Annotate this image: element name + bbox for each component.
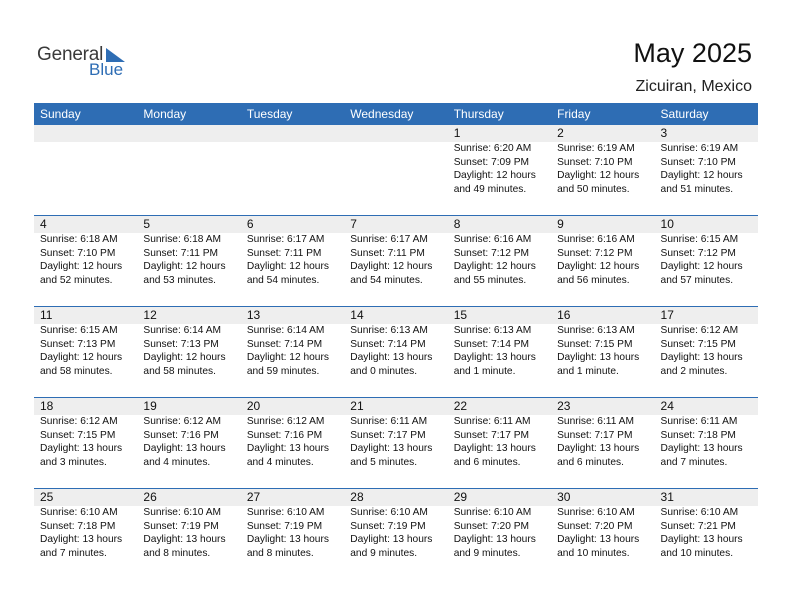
- day-sunrise: Sunrise: 6:10 AM: [557, 507, 635, 518]
- day-sunrise: Sunrise: 6:15 AM: [660, 234, 739, 245]
- day-cell: [137, 233, 240, 287]
- day-cell: [448, 324, 551, 378]
- day-sunrise: Sunrise: 6:10 AM: [40, 507, 118, 518]
- day-sunrise: Sunrise: 6:13 AM: [557, 325, 635, 336]
- day-daylight2: and 50 minutes.: [557, 183, 630, 195]
- day-sunrise: Sunrise: 6:10 AM: [143, 507, 222, 518]
- day-daylight2: and 1 minute.: [453, 365, 516, 377]
- day-number-row: [34, 307, 758, 324]
- day-sunrise: Sunrise: 6:12 AM: [143, 416, 222, 427]
- day-sunset: Sunset: 7:17 PM: [557, 429, 633, 441]
- day-number: 31: [660, 490, 674, 504]
- day-number: 22: [453, 399, 468, 413]
- day-daylight1: Daylight: 13 hours: [40, 534, 123, 545]
- day-sunrise: Sunrise: 6:11 AM: [557, 416, 634, 427]
- day-daylight2: and 2 minutes.: [660, 365, 728, 377]
- day-cell: [137, 142, 240, 196]
- page-title: May 2025: [633, 38, 752, 68]
- day-cell: [344, 233, 447, 287]
- day-sunset: Sunset: 7:15 PM: [557, 338, 633, 350]
- day-number: 30: [557, 490, 571, 504]
- day-sunset: Sunset: 7:18 PM: [40, 520, 116, 532]
- day-daylight2: and 1 minute.: [557, 365, 619, 377]
- day-daylight1: Daylight: 12 hours: [40, 352, 123, 363]
- day-daylight2: and 54 minutes.: [246, 274, 320, 286]
- day-cell: [655, 233, 758, 287]
- calendar: [34, 103, 758, 579]
- day-daylight2: and 56 minutes.: [557, 274, 630, 286]
- day-number-row: [34, 489, 758, 506]
- day-number: 2: [557, 126, 564, 140]
- day-sunset: Sunset: 7:14 PM: [350, 338, 426, 350]
- day-daylight2: and 53 minutes.: [143, 274, 216, 286]
- day-sunset: Sunset: 7:19 PM: [350, 520, 426, 532]
- day-daylight2: and 49 minutes.: [453, 183, 527, 195]
- day-number: [344, 125, 447, 142]
- day-cell: [448, 233, 551, 287]
- day-daylight2: and 9 minutes.: [453, 547, 521, 559]
- day-sunrise: Sunrise: 6:11 AM: [660, 416, 738, 427]
- day-sunrise: Sunrise: 6:15 AM: [40, 325, 118, 336]
- day-daylight2: and 10 minutes.: [660, 547, 734, 559]
- day-sunset: Sunset: 7:11 PM: [143, 247, 218, 259]
- day-number: 6: [246, 217, 254, 231]
- day-daylight1: Daylight: 12 hours: [143, 261, 226, 272]
- day-cell: [241, 233, 344, 287]
- day-sunrise: Sunrise: 6:10 AM: [660, 507, 739, 518]
- day-info-row: [34, 233, 758, 287]
- day-sunrise: Sunrise: 6:13 AM: [350, 325, 428, 336]
- day-number: 29: [453, 490, 468, 504]
- day-sunrise: Sunrise: 6:16 AM: [557, 234, 635, 245]
- day-info-row: [34, 506, 758, 560]
- day-daylight1: Daylight: 13 hours: [350, 352, 433, 363]
- day-cell: [344, 415, 447, 469]
- day-number: 24: [660, 399, 674, 413]
- day-number: [241, 125, 344, 142]
- day-sunset: Sunset: 7:12 PM: [453, 247, 530, 259]
- day-daylight2: and 54 minutes.: [350, 274, 423, 286]
- day-info-row: [34, 324, 758, 378]
- day-daylight1: Daylight: 12 hours: [660, 170, 743, 181]
- day-number: 17: [660, 308, 674, 322]
- weekday-friday: Friday: [557, 107, 591, 121]
- day-number: 5: [143, 217, 151, 231]
- day-number: 3: [660, 126, 668, 140]
- day-daylight1: Daylight: 13 hours: [246, 534, 329, 545]
- day-sunset: Sunset: 7:13 PM: [143, 338, 219, 350]
- calendar-week: [34, 306, 758, 397]
- day-cell: [655, 415, 758, 469]
- day-sunset: Sunset: 7:11 PM: [246, 247, 322, 259]
- day-number: 21: [350, 399, 364, 413]
- day-number: 28: [350, 490, 364, 504]
- day-number: 14: [350, 308, 364, 322]
- day-cell: [448, 415, 551, 469]
- day-cell: [34, 233, 137, 287]
- weekday-wednesday: Wednesday: [350, 107, 414, 121]
- day-sunset: Sunset: 7:13 PM: [40, 338, 116, 350]
- day-daylight1: Daylight: 13 hours: [660, 534, 743, 545]
- day-cell: [34, 142, 137, 196]
- weekday-tuesday: Tuesday: [246, 107, 293, 121]
- day-daylight2: and 6 minutes.: [557, 456, 624, 468]
- day-sunrise: Sunrise: 6:14 AM: [143, 325, 222, 336]
- day-sunrise: Sunrise: 6:18 AM: [40, 234, 118, 245]
- day-daylight2: and 6 minutes.: [453, 456, 521, 468]
- day-number: 13: [246, 308, 261, 322]
- day-sunrise: Sunrise: 6:18 AM: [143, 234, 222, 245]
- day-sunrise: Sunrise: 6:12 AM: [660, 325, 739, 336]
- day-sunrise: Sunrise: 6:10 AM: [246, 507, 325, 518]
- day-daylight1: Daylight: 13 hours: [660, 352, 743, 363]
- day-daylight2: and 10 minutes.: [557, 547, 630, 559]
- calendar-week: [34, 488, 758, 579]
- day-cell: [34, 415, 137, 469]
- day-sunset: Sunset: 7:21 PM: [660, 520, 736, 532]
- day-number: 16: [557, 308, 571, 322]
- day-sunrise: Sunrise: 6:10 AM: [453, 507, 532, 518]
- logo-general-text: General: [37, 44, 104, 65]
- day-number: 19: [143, 399, 157, 413]
- logo: [37, 44, 137, 80]
- day-daylight2: and 8 minutes.: [246, 547, 314, 559]
- day-cell: [34, 506, 137, 560]
- location-subtitle: Zicuiran, Mexico: [635, 78, 752, 95]
- day-sunset: Sunset: 7:14 PM: [453, 338, 530, 350]
- day-sunset: Sunset: 7:10 PM: [40, 247, 116, 259]
- day-number-row: [34, 125, 758, 142]
- day-sunrise: Sunrise: 6:13 AM: [453, 325, 532, 336]
- day-daylight2: and 7 minutes.: [660, 456, 728, 468]
- calendar-week: [34, 215, 758, 306]
- day-sunset: Sunset: 7:15 PM: [40, 429, 116, 441]
- day-number: [137, 125, 240, 142]
- day-daylight1: Daylight: 13 hours: [143, 534, 226, 545]
- day-daylight1: Daylight: 12 hours: [453, 170, 536, 181]
- day-daylight1: Daylight: 12 hours: [557, 261, 640, 272]
- day-cell: [551, 233, 654, 287]
- day-cell: [551, 506, 654, 560]
- day-daylight2: and 7 minutes.: [40, 547, 107, 559]
- day-number: 1: [453, 126, 461, 140]
- day-cell: [655, 324, 758, 378]
- day-sunrise: Sunrise: 6:19 AM: [557, 143, 635, 154]
- day-cell: [344, 142, 447, 196]
- day-number: 25: [40, 490, 54, 504]
- day-daylight1: Daylight: 13 hours: [40, 443, 123, 454]
- day-sunset: Sunset: 7:20 PM: [453, 520, 530, 532]
- day-daylight2: and 58 minutes.: [143, 365, 216, 377]
- day-sunrise: Sunrise: 6:20 AM: [453, 143, 532, 154]
- day-daylight2: and 52 minutes.: [40, 274, 113, 286]
- calendar-week: [34, 125, 758, 215]
- day-sunrise: Sunrise: 6:14 AM: [246, 325, 325, 336]
- day-cell: [241, 324, 344, 378]
- day-daylight1: Daylight: 13 hours: [453, 443, 536, 454]
- day-daylight2: and 5 minutes.: [350, 456, 418, 468]
- day-sunset: Sunset: 7:12 PM: [660, 247, 736, 259]
- day-daylight2: and 0 minutes.: [350, 365, 418, 377]
- day-sunset: Sunset: 7:12 PM: [557, 247, 633, 259]
- weekday-saturday: Saturday: [660, 107, 709, 121]
- day-daylight2: and 58 minutes.: [40, 365, 113, 377]
- day-daylight1: Daylight: 12 hours: [40, 261, 123, 272]
- day-daylight1: Daylight: 13 hours: [557, 443, 640, 454]
- day-sunset: Sunset: 7:11 PM: [350, 247, 425, 259]
- day-daylight1: Daylight: 13 hours: [453, 352, 536, 363]
- day-cell: [241, 415, 344, 469]
- weekday-sunday: Sunday: [40, 107, 81, 121]
- day-info-row: [34, 415, 758, 469]
- day-number: 9: [557, 217, 564, 231]
- day-sunrise: Sunrise: 6:19 AM: [660, 143, 739, 154]
- day-sunrise: Sunrise: 6:17 AM: [246, 234, 325, 245]
- day-number-row: [34, 398, 758, 415]
- logo-blue-text: Blue: [89, 60, 124, 79]
- day-number: 8: [453, 217, 461, 231]
- day-daylight1: Daylight: 12 hours: [660, 261, 743, 272]
- day-daylight1: Daylight: 13 hours: [143, 443, 226, 454]
- day-sunset: Sunset: 7:10 PM: [557, 156, 633, 168]
- day-daylight2: and 8 minutes.: [143, 547, 211, 559]
- day-sunset: Sunset: 7:19 PM: [143, 520, 219, 532]
- day-daylight1: Daylight: 13 hours: [350, 534, 433, 545]
- day-sunrise: Sunrise: 6:10 AM: [350, 507, 428, 518]
- day-daylight1: Daylight: 13 hours: [660, 443, 743, 454]
- day-daylight2: and 4 minutes.: [143, 456, 211, 468]
- day-cell: [655, 506, 758, 560]
- day-daylight1: Daylight: 13 hours: [246, 443, 329, 454]
- day-cell: [241, 142, 344, 196]
- day-number: 15: [453, 308, 468, 322]
- day-sunrise: Sunrise: 6:11 AM: [350, 416, 428, 427]
- day-sunset: Sunset: 7:18 PM: [660, 429, 736, 441]
- day-cell: [551, 324, 654, 378]
- day-number-row: [34, 216, 758, 233]
- day-cell: [137, 324, 240, 378]
- day-daylight2: and 9 minutes.: [350, 547, 418, 559]
- weekday-thursday: Thursday: [453, 107, 504, 121]
- weekday-monday: Monday: [143, 107, 187, 121]
- day-number: 12: [143, 308, 157, 322]
- day-daylight1: Daylight: 13 hours: [350, 443, 433, 454]
- day-sunset: Sunset: 7:10 PM: [660, 156, 736, 168]
- day-number: 27: [246, 490, 261, 504]
- day-sunset: Sunset: 7:19 PM: [246, 520, 323, 532]
- day-sunset: Sunset: 7:16 PM: [143, 429, 219, 441]
- day-number: 10: [660, 217, 674, 231]
- calendar-weeks: [34, 125, 758, 579]
- day-number: 18: [40, 399, 54, 413]
- day-daylight1: Daylight: 12 hours: [246, 261, 329, 272]
- day-sunset: Sunset: 7:14 PM: [246, 338, 323, 350]
- calendar-week: [34, 397, 758, 488]
- day-sunset: Sunset: 7:09 PM: [453, 156, 530, 168]
- day-number: 7: [350, 217, 357, 231]
- day-cell: [241, 506, 344, 560]
- day-number: 4: [40, 217, 47, 231]
- day-number: 20: [246, 399, 261, 413]
- day-daylight1: Daylight: 13 hours: [557, 534, 640, 545]
- day-daylight1: Daylight: 12 hours: [350, 261, 433, 272]
- day-daylight1: Daylight: 12 hours: [246, 352, 329, 363]
- day-cell: [448, 506, 551, 560]
- day-daylight2: and 57 minutes.: [660, 274, 734, 286]
- day-daylight1: Daylight: 12 hours: [143, 352, 226, 363]
- day-number: 23: [557, 399, 571, 413]
- day-sunset: Sunset: 7:17 PM: [350, 429, 426, 441]
- day-daylight1: Daylight: 12 hours: [453, 261, 536, 272]
- day-cell: [344, 506, 447, 560]
- day-sunset: Sunset: 7:16 PM: [246, 429, 323, 441]
- day-number: 11: [40, 308, 53, 322]
- day-cell: [551, 415, 654, 469]
- day-daylight1: Daylight: 13 hours: [557, 352, 640, 363]
- day-sunrise: Sunrise: 6:17 AM: [350, 234, 428, 245]
- day-daylight2: and 59 minutes.: [246, 365, 320, 377]
- day-sunrise: Sunrise: 6:12 AM: [40, 416, 118, 427]
- day-cell: [137, 415, 240, 469]
- day-daylight1: Daylight: 12 hours: [557, 170, 640, 181]
- day-sunrise: Sunrise: 6:12 AM: [246, 416, 325, 427]
- day-daylight2: and 55 minutes.: [453, 274, 527, 286]
- day-number: [34, 125, 137, 142]
- day-cell: [551, 142, 654, 196]
- day-cell: [344, 324, 447, 378]
- day-daylight2: and 4 minutes.: [246, 456, 314, 468]
- day-daylight1: Daylight: 13 hours: [453, 534, 536, 545]
- day-cell: [655, 142, 758, 196]
- day-info-row: [34, 142, 758, 196]
- day-sunset: Sunset: 7:15 PM: [660, 338, 736, 350]
- day-cell: [137, 506, 240, 560]
- day-cell: [34, 324, 137, 378]
- day-cell: [448, 142, 551, 196]
- day-sunset: Sunset: 7:17 PM: [453, 429, 530, 441]
- weekday-header: [34, 103, 758, 125]
- day-number: 26: [143, 490, 157, 504]
- day-sunrise: Sunrise: 6:16 AM: [453, 234, 532, 245]
- day-sunset: Sunset: 7:20 PM: [557, 520, 633, 532]
- day-daylight2: and 3 minutes.: [40, 456, 107, 468]
- day-sunrise: Sunrise: 6:11 AM: [453, 416, 531, 427]
- day-daylight2: and 51 minutes.: [660, 183, 734, 195]
